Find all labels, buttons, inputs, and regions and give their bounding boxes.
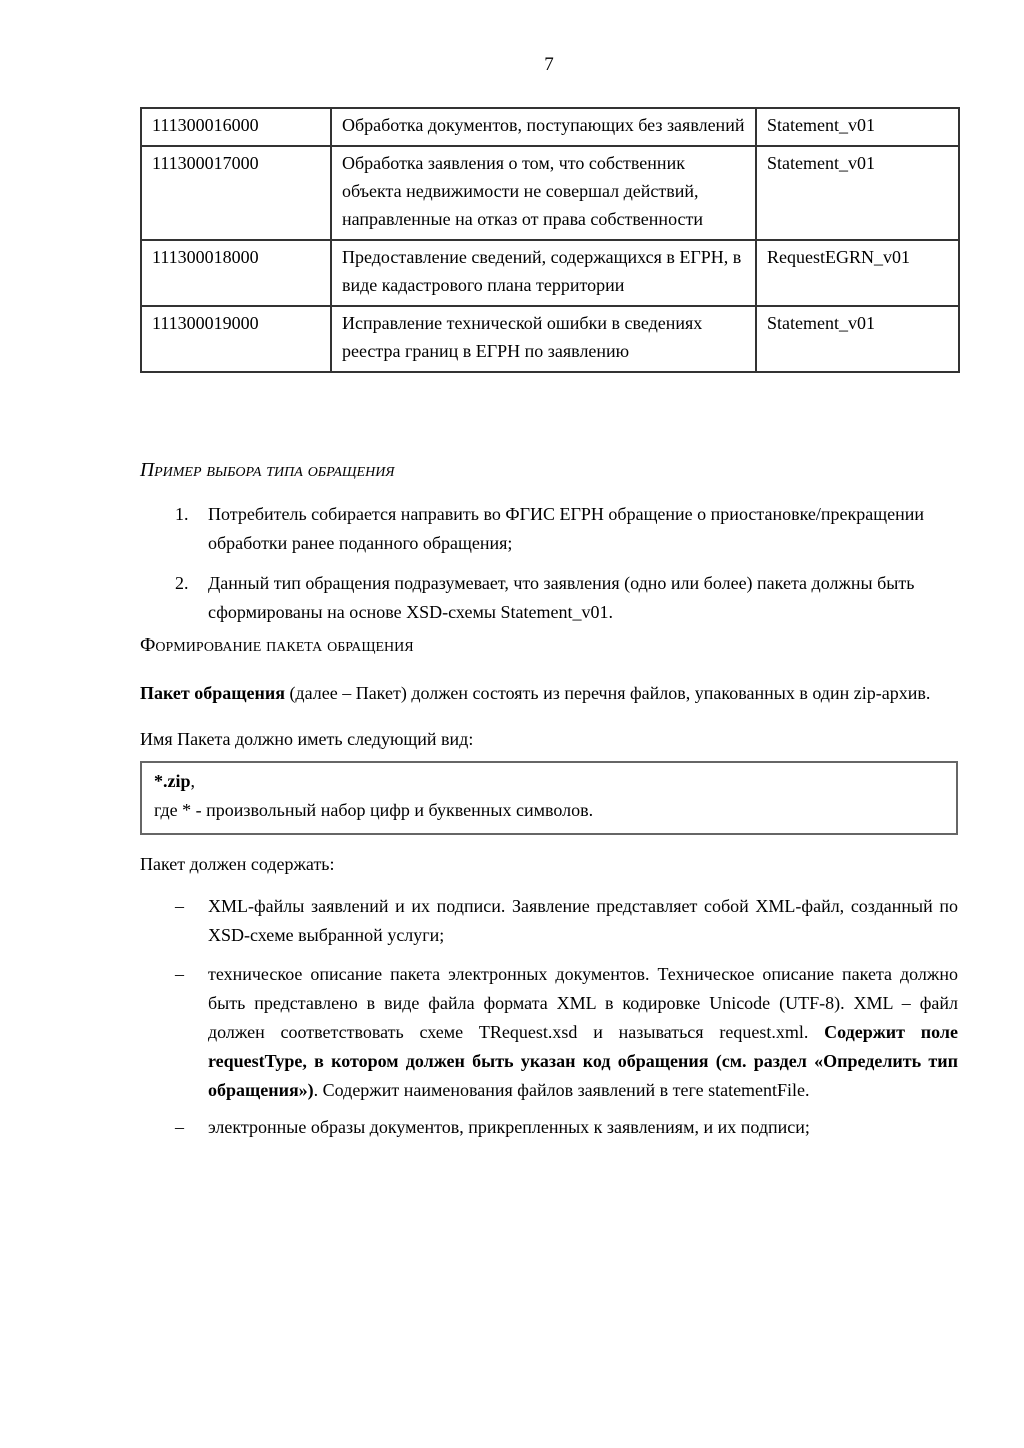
package-intro-lead: Пакет обращения [140,683,285,703]
paragraph-contains-lead: Пакет должен содержать: [140,854,335,874]
list-item [175,892,958,950]
list-item [175,960,958,1105]
zip-pattern-tail: , [190,771,196,791]
service-schema-cell: RequestEGRN_v01 [756,240,959,306]
zip-pattern-box [140,761,958,835]
list-item [175,1113,958,1142]
list-text: электронные образы документов, прикрепленных к заявлениям, и их подписи; [208,1117,810,1137]
list-text: XML-файлы заявлений и их подписи. Заявление представляет собой XML-файл, созданный по XSD-схеме выбранной услуги; [208,896,958,945]
paragraph-package-intro [140,679,958,708]
section-heading-example: Пример выбора типа обращения [140,460,395,481]
service-schema-cell: Statement_v01 [756,306,959,372]
list-marker: – [175,964,184,984]
list-text: Потребитель собирается направить во ФГИС ЕГРН обращение о приостановке/прекращении обработки ранее поданного обращения; [208,504,924,553]
service-code-cell: 111300016000 [141,108,331,146]
tech-description-end: . Содержит наименования файлов заявлений в теге statementFile. [313,1080,810,1100]
service-schema-cell: Statement_v01 [756,146,959,240]
tech-description-start: техническое описание пакета электронных документов. Техническое описание пакета должно быть представлено в виде файла формата XML в кодировке Unicode (UTF-8). XML – файл должен соответствовать схеме TRequest.xsd и называться request.xml. [208,964,958,1042]
list-marker: 1. [175,504,189,524]
list-marker: – [175,896,184,916]
service-code-cell: 111300018000 [141,240,331,306]
list-marker: – [175,1117,184,1137]
tech-description-bold: Содержит поле requestType, в котором должен быть указан код обращения (см. раздел «Определить тип обращения») [208,1022,958,1100]
list-item [175,500,958,558]
table-row [141,306,959,372]
dash-list [140,892,958,1142]
zip-pattern: *.zip [154,771,191,791]
zip-pattern-line [154,767,944,796]
numbered-list [140,500,958,627]
service-description-cell: Обработка документов, поступающих без заявлений [331,108,756,146]
service-description-cell: Исправление технической ошибки в сведениях реестра границ в ЕГРН по заявлению [331,306,756,372]
page-number: 7 [544,54,554,75]
service-schema-cell: Statement_v01 [756,108,959,146]
service-code-cell: 111300019000 [141,306,331,372]
package-intro-rest: (далее – Пакет) должен состоять из перечня файлов, упакованных в один zip-архив. [284,683,931,703]
list-item [175,569,958,627]
list-text [208,960,958,1105]
paragraph-name-requirement: Имя Пакета должно иметь следующий вид: [140,729,474,749]
services-table [140,107,960,373]
section-heading-formation: Формирование пакета обращения [140,635,414,656]
table-row [141,240,959,306]
table-row [141,146,959,240]
service-description-cell: Предоставление сведений, содержащихся в ЕГРН, в виде кадастрового плана территории [331,240,756,306]
service-description-cell: Обработка заявления о том, что собственник объекта недвижимости не совершал действий, направленные на отказ от права собственности [331,146,756,240]
table-row [141,108,959,146]
list-marker: 2. [175,573,189,593]
list-text: Данный тип обращения подразумевает, что заявления (одно или более) пакета должны быть сформированы на основе XSD-схемы Statement_v01. [208,573,915,622]
service-code-cell: 111300017000 [141,146,331,240]
zip-pattern-note: где * - произвольный набор цифр и буквенных символов. [154,800,594,820]
